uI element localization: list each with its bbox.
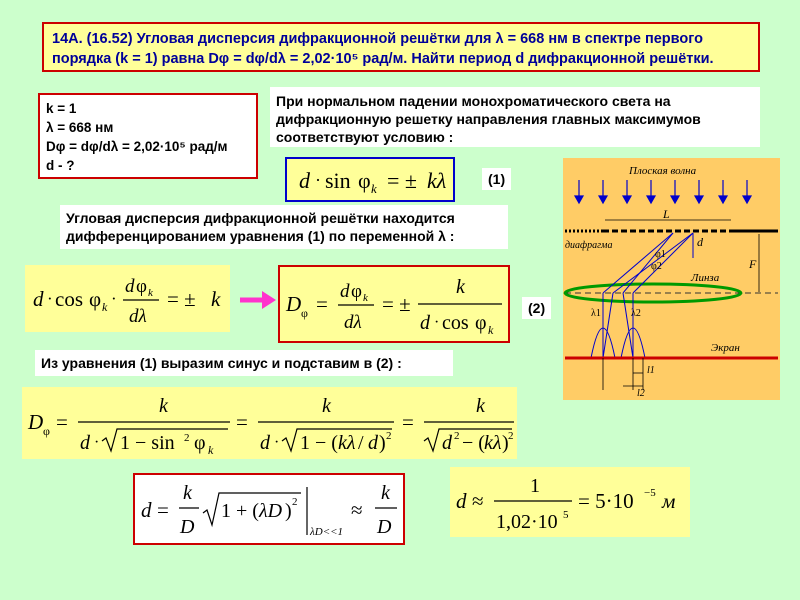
svg-text:k: k [488,323,494,337]
svg-text:1 − sin: 1 − sin [120,432,175,454]
diffraction-diagram [563,158,780,400]
svg-text:=: = [402,410,414,434]
given-dispersion: Dφ = dφ/dλ = 2,02·10⁵ рад/м [46,139,228,154]
svg-text:dλ: dλ [344,312,362,333]
svg-text:k: k [148,287,153,299]
given-lambda: λ = 668 нм [46,120,114,135]
equation-label-2: (2) [522,297,551,319]
equation-answer-numeric [450,467,690,537]
svg-text:k: k [159,395,168,417]
svg-text:): ) [379,432,386,454]
svg-text:k: k [363,292,368,304]
explanation-dispersion: Угловая дисперсия дифракционной решётки находится дифференцированием уравнения (1) по переменной λ : [60,205,508,249]
equation-label-1: (1) [482,168,511,190]
screen-label: Экран [711,342,740,354]
svg-text:d: d [80,432,90,454]
phi2-label: φ2 [651,261,662,272]
svg-text:·: · [94,434,100,451]
svg-text:2: 2 [386,430,392,442]
lambda2-label: λ2 [631,308,641,319]
svg-text:1 − (: 1 − ( [300,432,338,454]
svg-text:d: d [456,489,467,513]
equation-differential-render [25,265,230,332]
svg-text:D: D [180,516,195,538]
svg-text:λD<<1: λD<<1 [310,526,344,538]
svg-text:k: k [208,443,214,457]
diffraction-diagram-render [563,158,780,400]
equation-substitution [22,387,517,459]
svg-text:φ: φ [89,287,102,311]
svg-text:φ: φ [358,168,371,193]
svg-text:1: 1 [530,475,540,497]
svg-text:≈: ≈ [351,498,363,522]
lambda1-label: λ1 [591,308,601,319]
svg-text:/: / [358,432,364,454]
svg-text:1,02·10: 1,02·10 [496,511,558,533]
svg-text:d: d [33,287,44,311]
svg-text:2: 2 [454,430,460,442]
problem-statement [42,22,760,72]
svg-text:= ±: = ± [382,292,411,316]
svg-text:−5: −5 [644,487,656,499]
period-d-label: d [697,235,703,249]
svg-text:cos: cos [55,287,83,311]
given-box [38,93,258,179]
phi1-label: φ1 [655,249,666,260]
svg-text:d: d [420,312,430,334]
svg-text:=: = [157,498,169,522]
svg-text:k: k [102,300,108,314]
svg-text:dλ: dλ [129,306,147,327]
svg-text:≈: ≈ [472,489,484,513]
svg-text:k: k [371,181,377,196]
svg-text:kλ: kλ [427,168,447,193]
l1-label: l1 [647,365,655,376]
l2-label: l2 [637,388,645,399]
equation-answer-formula-render [135,475,403,543]
svg-text:= ±: = ± [387,168,417,193]
svg-text:=: = [236,410,248,434]
equation-dispersion [278,265,510,343]
svg-text:м: м [662,489,676,513]
svg-text:d: d [442,432,452,454]
explanation-substitution: Из уравнения (1) выразим синус и подставим в (2) : [35,350,453,376]
svg-text:): ) [285,500,292,522]
diaphragm-label: диафрагма [565,240,613,251]
svg-text:d: d [125,276,135,297]
svg-text:λD: λD [259,500,283,522]
svg-text:= 5·10: = 5·10 [578,489,634,513]
svg-text:=: = [56,410,68,434]
equation-answer-numeric-render [450,467,690,537]
svg-text:sin: sin [325,168,351,193]
wave-label: Плоская волна [629,165,697,177]
svg-text:k: k [381,482,390,504]
equation-grating [285,157,455,202]
svg-text:D: D [377,516,392,538]
svg-text:φ: φ [351,281,362,302]
svg-text:·: · [315,170,321,190]
svg-text:φ: φ [475,312,487,334]
svg-text:φ: φ [301,306,308,320]
equation-substitution-render [22,387,517,459]
svg-text:=: = [316,292,328,316]
svg-text:1 + (: 1 + ( [221,500,259,522]
problem-text: 14А. (16.52) Угловая дисперсия дифракционной решётки для λ = 668 нм в спектре первого порядка (k = 1) равна Dφ = dφ/dλ = 2,02·10⁵ рад/м. Найти период d дифракционной решётки. [52,31,714,67]
svg-text:k: k [456,276,465,298]
given-unknown: d - ? [46,158,75,173]
svg-text:·: · [434,314,440,331]
svg-text:cos: cos [442,312,469,334]
svg-text:φ: φ [43,424,50,438]
svg-text:): ) [502,432,509,454]
svg-text:2: 2 [292,496,298,508]
svg-text:kλ: kλ [338,432,356,454]
lens-label: Линза [691,272,720,284]
svg-text:·: · [111,289,117,308]
svg-text:d: d [260,432,270,454]
svg-text:·: · [274,434,280,451]
svg-text:− (: − ( [462,432,485,454]
equation-answer-formula [133,473,405,545]
svg-text:D: D [28,410,44,434]
svg-text:d: d [299,168,310,193]
equation-dispersion-render [280,267,508,341]
svg-text:5: 5 [563,509,569,521]
focal-F-label: F [749,257,757,271]
svg-text:k: k [476,395,485,417]
svg-text:= ±: = ± [167,287,196,311]
svg-text:d: d [340,281,350,302]
equation-differential [25,265,230,332]
svg-text:·: · [47,289,53,308]
svg-text:D: D [286,292,302,316]
svg-text:d: d [141,498,152,522]
svg-text:k: k [322,395,331,417]
svg-text:φ: φ [194,432,206,454]
svg-text:2: 2 [184,432,190,444]
given-k: k = 1 [46,101,77,116]
svg-text:d: d [368,432,378,454]
svg-text:φ: φ [136,276,147,297]
arrow-icon [238,288,278,312]
equation-grating-render [287,159,453,200]
svg-text:k: k [211,287,221,311]
svg-text:k: k [183,482,192,504]
svg-text:kλ: kλ [484,432,502,454]
width-L-label: L [663,207,670,221]
svg-text:2: 2 [508,430,514,442]
explanation-normal-incidence: При нормальном падении монохроматического света на дифракционную решетку направления главных максимумов соответствуют условию : [270,87,760,147]
